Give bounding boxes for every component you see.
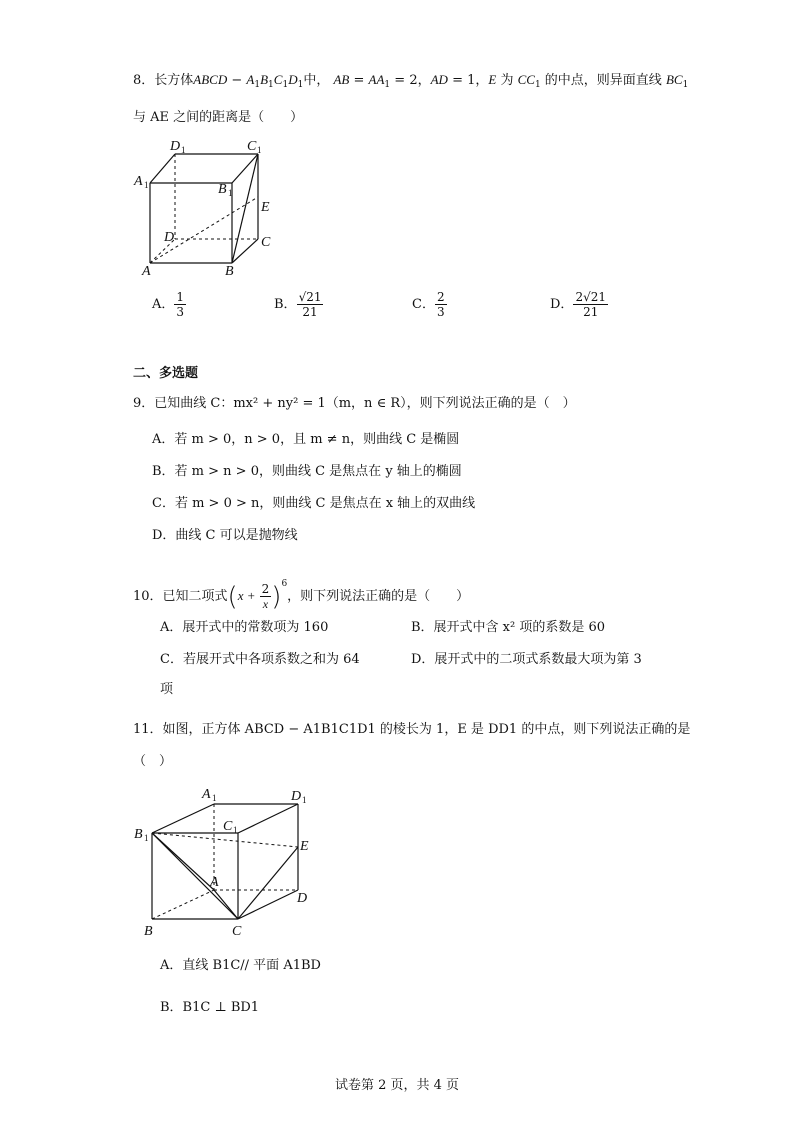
svg-text:1: 1 [212, 793, 217, 803]
q8-label-C: C [261, 235, 271, 250]
q11-label-C1: C [223, 819, 233, 834]
q11-label-E: E [300, 839, 309, 854]
q11-label-B1: B [134, 827, 143, 842]
q11-figure-cube [128, 782, 328, 942]
svg-text:1: 1 [233, 825, 238, 835]
q10-option-a: A．展开式中的常数项为 160 [160, 620, 329, 635]
q11-option-a: A．直线 B1C// 平面 A1BD [160, 958, 321, 973]
q11-label-D1: D [291, 789, 302, 804]
q10-option-b: B．展开式中含 x² 项的系数是 60 [411, 620, 606, 635]
q10-stem: 10．已知二项式(x + $\frac{2}{x}$ )$^6$，则下列说法正确的是（ ） [133, 579, 470, 612]
svg-text:1: 1 [228, 188, 233, 198]
svg-text:1: 1 [181, 145, 186, 155]
q11-paren: （ ） [133, 754, 173, 769]
svg-text:1: 1 [257, 145, 262, 155]
q11-label-D: D [297, 891, 308, 906]
q11-label-B: B [144, 924, 153, 939]
q10-option-d: D．展开式中的二项式系数最大项为第 3 [411, 652, 642, 667]
q9-option-c: C．若 m > 0 > n，则曲线 C 是焦点在 x 轴上的双曲线 [152, 496, 476, 511]
q8-option-a: A． $\frac{1}{3}$ [152, 290, 185, 319]
q9-option-d: D．曲线 C 可以是抛物线 [152, 528, 298, 543]
q11-option-b: B．B1C ⊥ BD1 [160, 1000, 260, 1015]
svg-text:1: 1 [144, 833, 149, 843]
q9-option-a: A．若 m > 0，n > 0，且 m ≠ n，则曲线 C 是椭圆 [152, 432, 460, 447]
q8-option-d: D． $\frac{2√21}{21}$ [550, 290, 606, 319]
q8-label-B1: B [218, 182, 227, 197]
q8-label-D1: D [170, 139, 181, 154]
section-multiple-choice-heading: 二、多选题 [133, 366, 199, 381]
q11-label-C: C [232, 924, 242, 939]
q9-option-b: B．若 m > n > 0，则曲线 C 是焦点在 y 轴上的椭圆 [152, 464, 462, 479]
q8-label-D: D [164, 230, 175, 245]
q11-label-A: A [210, 875, 219, 890]
svg-text:1: 1 [144, 180, 149, 190]
q8-label-C1: C [247, 139, 257, 154]
q8-figure-cuboid [130, 135, 290, 280]
q8-label-E: E [261, 200, 270, 215]
q10-option-d-wrap: 项 [160, 682, 174, 697]
q9-stem: 9．已知曲线 C：mx² + ny² = 1（m，n ∈ R），则下列说法正确的是（ ） [133, 396, 576, 411]
q8-label-A: A [142, 264, 151, 279]
page-footer: 试卷第 2 页，共 4 页 [334, 1078, 460, 1093]
q8-stem-line2: 与 AE 之间的距离是（ ） [133, 110, 304, 125]
q8-option-b: B． $\frac{√21}{21}$ [274, 290, 322, 319]
q10-option-c: C．若展开式中各项系数之和为 64 [160, 652, 360, 667]
q8-label-B: B [225, 264, 234, 279]
q8-stem-line1: 8．长方体ABCD − $A_1B_1C_1D_1$中， AB = $AA_1 = 2$，AD = 1，E 为 $CC_1$ 的中点，则异面直线 $BC_1$ [133, 72, 689, 90]
svg-text:1: 1 [302, 795, 307, 805]
q8-label-A1: A [134, 174, 143, 189]
q11-stem: 11．如图，正方体 ABCD − A1B1C1D1 的棱长为 1，E 是 DD1 的中点，则下列说法正确的是 [133, 722, 691, 737]
q11-label-A1: A [202, 787, 211, 802]
q8-option-c: C． $\frac{2}{3}$ [412, 290, 445, 319]
